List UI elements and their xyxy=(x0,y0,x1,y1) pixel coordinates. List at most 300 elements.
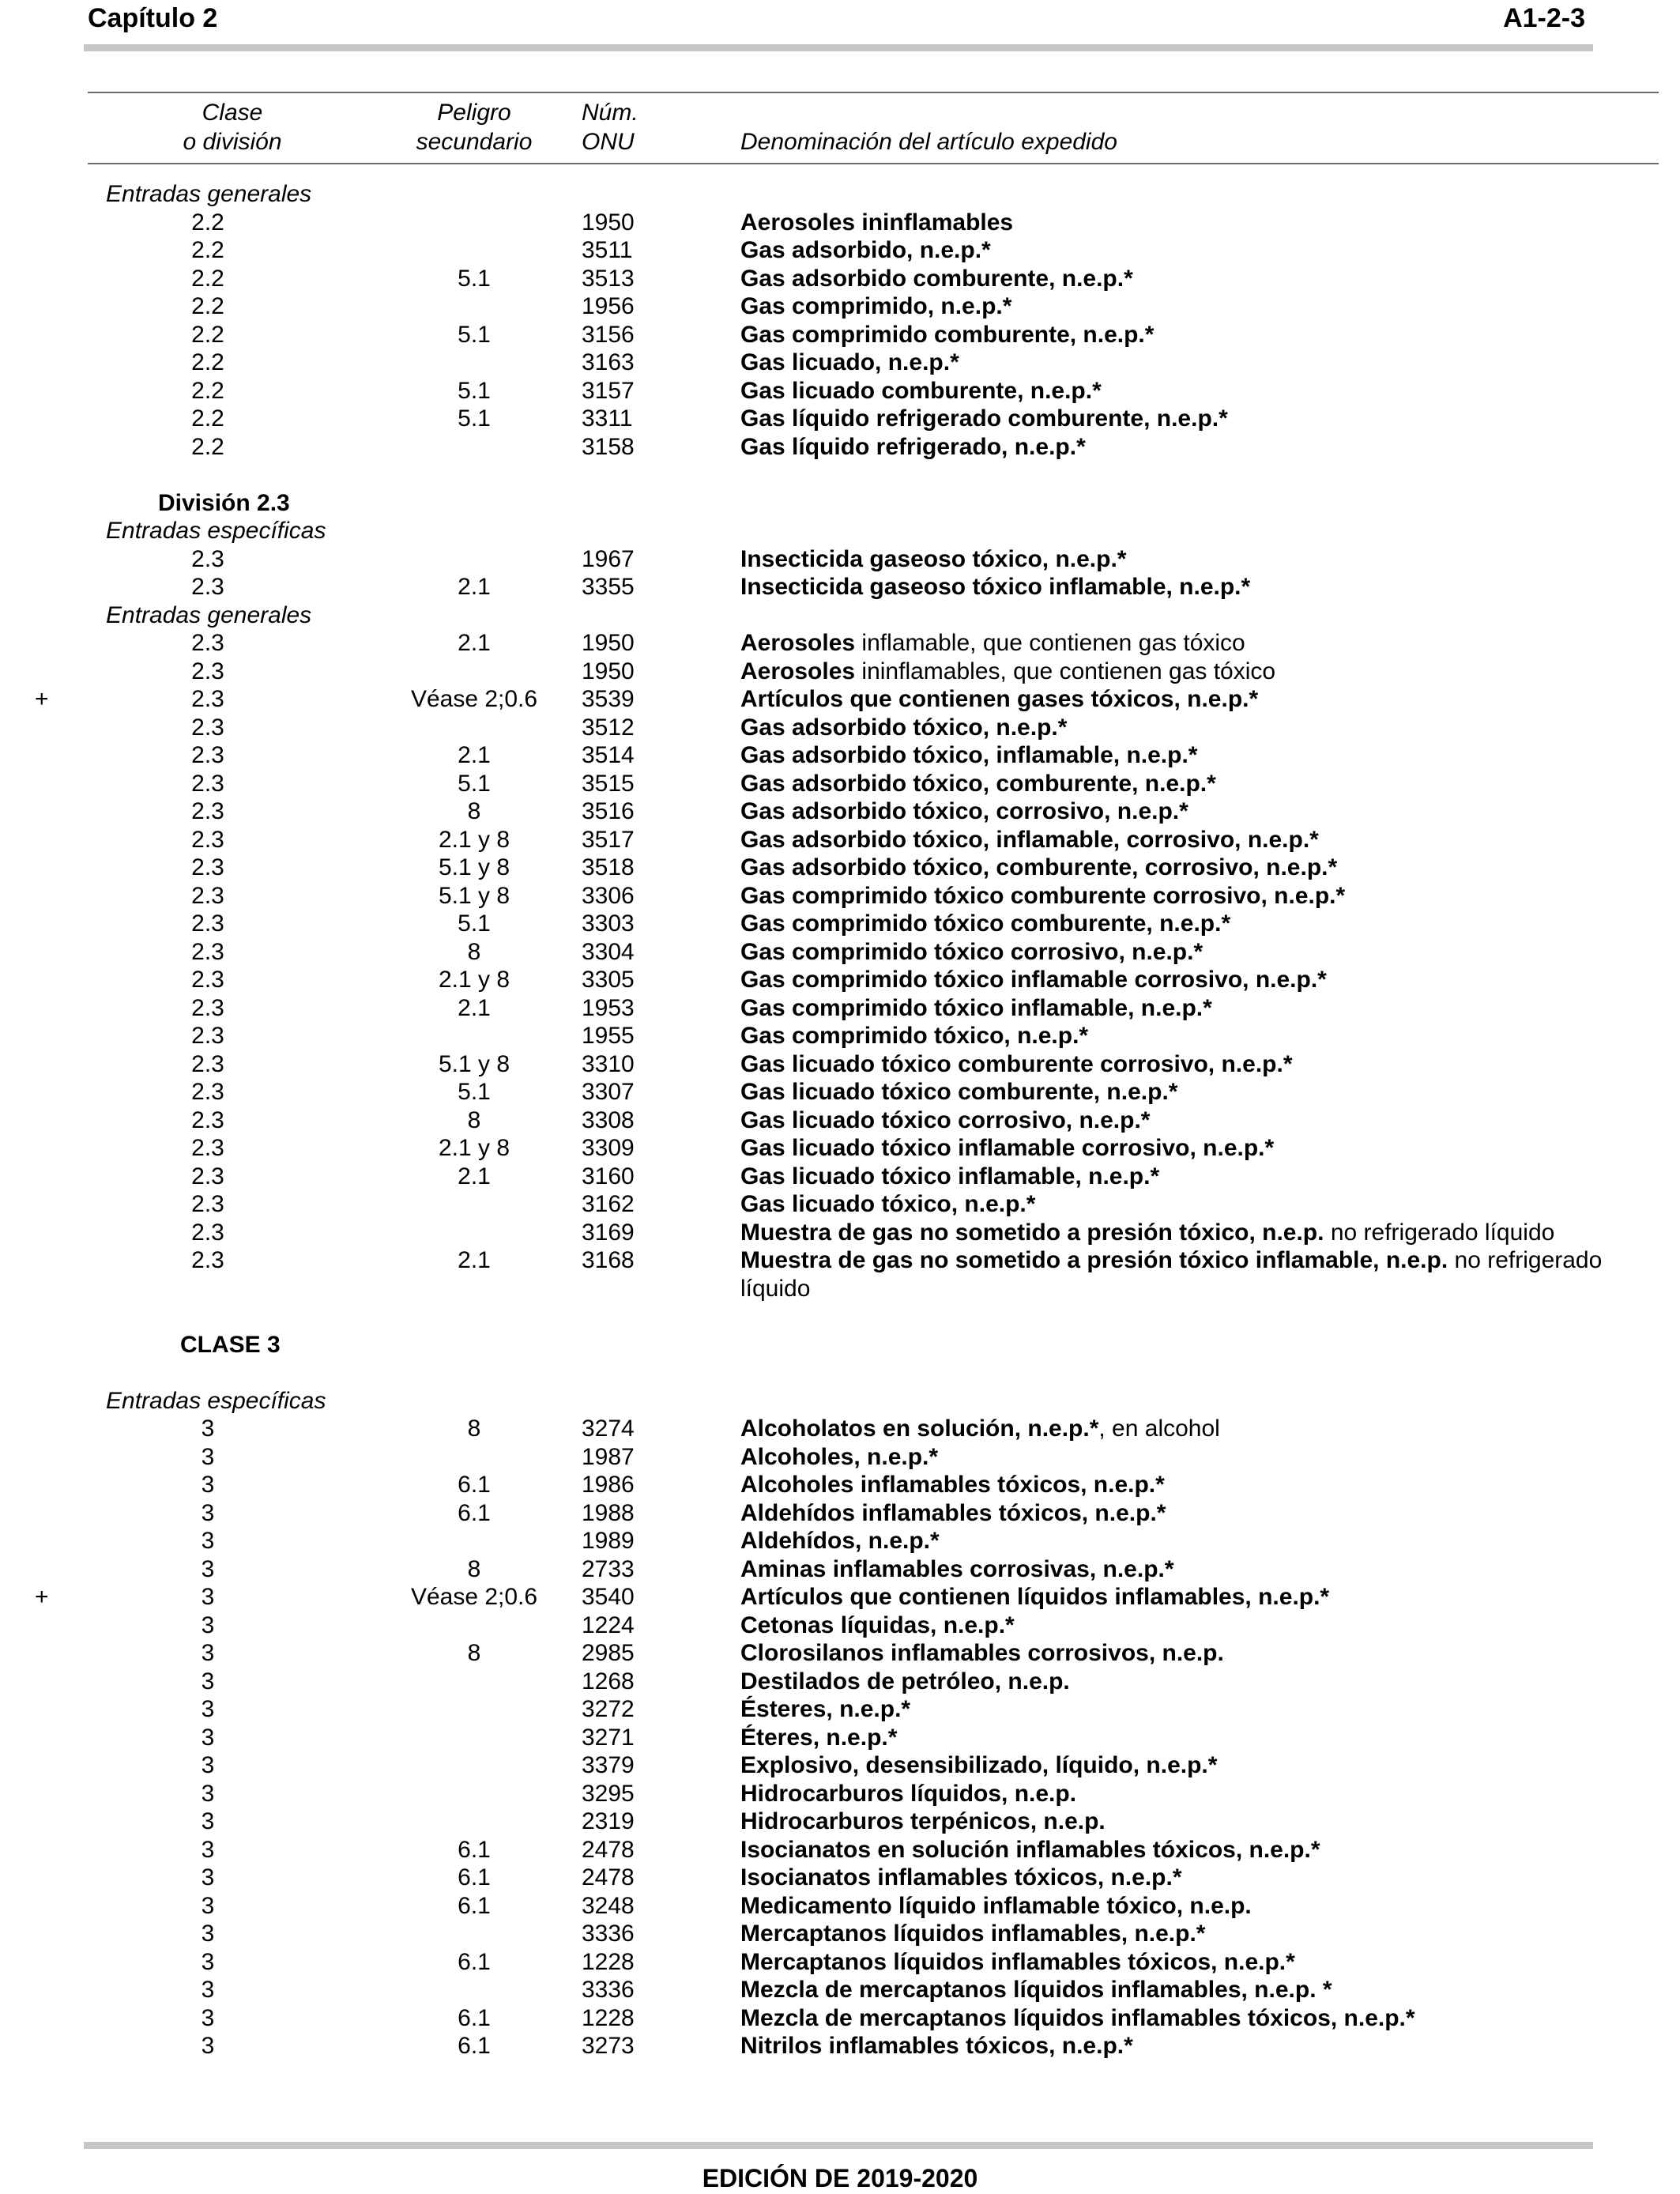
shipping-name-cell xyxy=(740,1190,1035,1219)
table-row xyxy=(0,321,1680,349)
shipping-name-bold: Gas adsorbido comburente, n.e.p.* xyxy=(740,265,1133,292)
class-division-cell: 2.3 xyxy=(191,545,224,572)
class-division-cell: 2.3 xyxy=(191,1247,224,1273)
column-header-clase xyxy=(158,98,307,156)
shipping-name-cell xyxy=(740,1106,1150,1135)
shipping-name-bold: Aerosoles ininflamables xyxy=(740,209,1014,236)
class-division-cell: 3 xyxy=(201,1836,215,1863)
table-row xyxy=(0,1022,1680,1050)
section-heading-row xyxy=(0,1331,1680,1359)
table-row xyxy=(0,1864,1680,1892)
un-number-cell: 3304 xyxy=(582,938,635,965)
edition-footer: EDICIÓN DE 2019-2020 xyxy=(702,2164,978,2192)
shipping-name-bold: Gas licuado, n.e.p.* xyxy=(740,349,959,375)
section-entradas-especificas: Entradas específicas xyxy=(106,1387,326,1414)
shipping-name-cell xyxy=(740,1780,1076,1808)
table-row xyxy=(0,1976,1680,2004)
secondary-hazard-cell: 2.1 xyxy=(458,1163,491,1189)
shipping-name-bold: Cetonas líquidas, n.e.p.* xyxy=(740,1612,1015,1638)
shipping-name-cell xyxy=(740,797,1188,826)
un-number-cell: 1955 xyxy=(582,1023,635,1049)
un-number-cell: 3306 xyxy=(582,882,635,909)
class-division-cell: 2.2 xyxy=(191,349,224,375)
un-number-cell: 3295 xyxy=(582,1780,635,1807)
class-division-cell: 3 xyxy=(201,1921,215,1947)
table-row xyxy=(0,405,1680,433)
secondary-hazard-cell: 5.1 xyxy=(458,1079,491,1105)
section-spacer xyxy=(0,1302,1680,1331)
shipping-name-bold: Gas líquido refrigerado comburente, n.e.p.* xyxy=(740,405,1228,432)
shipping-name-cell xyxy=(740,1976,1332,2004)
revision-mark: + xyxy=(35,1584,49,1610)
class-division-cell: 2.2 xyxy=(191,433,224,460)
un-number-cell: 2985 xyxy=(582,1640,635,1666)
shipping-name-cell xyxy=(740,1443,938,1472)
shipping-name-cell xyxy=(740,1527,940,1555)
table-row xyxy=(0,658,1680,686)
shipping-name-bold: Gas adsorbido, n.e.p.* xyxy=(740,237,991,263)
secondary-hazard-cell: 8 xyxy=(467,1106,481,1133)
table-row xyxy=(0,1190,1680,1219)
table-row xyxy=(0,2032,1680,2060)
class-division-cell: 3 xyxy=(201,1612,215,1638)
shipping-name-bold: Alcoholes, n.e.p.* xyxy=(740,1443,939,1470)
class-division-cell: 2.3 xyxy=(191,882,224,909)
table-row xyxy=(0,349,1680,377)
shipping-name-suffix: no refrigerado líquido xyxy=(740,1247,1603,1302)
class-division-cell: 3 xyxy=(201,1640,215,1666)
class-division-cell: 3 xyxy=(201,1443,215,1470)
shipping-name-cell xyxy=(740,433,1086,462)
shipping-name-bold: Gas comprimido tóxico inflamable corrosivo, n.e.p.* xyxy=(740,967,1327,993)
un-number-cell: 3511 xyxy=(582,237,633,263)
un-number-cell: 3309 xyxy=(582,1135,635,1161)
secondary-hazard-cell: 2.1 xyxy=(458,742,491,768)
un-number-cell: 3156 xyxy=(582,321,635,348)
class-division-cell: 2.2 xyxy=(191,237,224,263)
secondary-hazard-cell: Véase 2;0.6 xyxy=(410,1584,538,1610)
un-number-cell: 1268 xyxy=(582,1668,635,1695)
shipping-name-bold: Gas licuado tóxico inflamable corrosivo, n.e.p.* xyxy=(740,1135,1275,1161)
class-division-cell: 2.3 xyxy=(191,994,224,1021)
shipping-name-bold: Insecticida gaseoso tóxico, n.e.p.* xyxy=(740,545,1127,572)
secondary-hazard-cell: 2.1 y 8 xyxy=(438,1135,510,1161)
table-row xyxy=(0,741,1680,770)
un-number-cell: 2319 xyxy=(582,1808,635,1834)
shipping-name-bold: Gas licuado comburente, n.e.p.* xyxy=(740,377,1102,404)
class-division-cell: 2.2 xyxy=(191,293,224,319)
secondary-hazard-cell: 5.1 xyxy=(458,770,491,797)
table-row xyxy=(0,1527,1680,1555)
class-division-cell: 3 xyxy=(201,1416,215,1442)
un-number-cell: 3272 xyxy=(582,1696,635,1722)
secondary-hazard-cell: 2.1 xyxy=(458,574,491,600)
class-division-cell: 3 xyxy=(201,1977,215,2003)
shipping-name-cell xyxy=(740,405,1228,433)
table-row xyxy=(0,1050,1680,1079)
column-header-peligro xyxy=(395,98,553,156)
shipping-name-bold: Alcoholes inflamables tóxicos, n.e.p.* xyxy=(740,1472,1165,1498)
table-row xyxy=(0,1499,1680,1528)
class-division-cell: 3 xyxy=(201,2033,215,2059)
shipping-name-bold: Mezcla de mercaptanos líquidos inflamables, n.e.p. * xyxy=(740,1977,1332,2003)
shipping-name-cell xyxy=(740,209,1013,237)
division-2-3-title: División 2.3 xyxy=(158,489,290,516)
secondary-hazard-cell: Véase 2;0.6 xyxy=(410,686,538,712)
shipping-name-cell xyxy=(740,1892,1252,1921)
un-number-cell: 3539 xyxy=(582,686,635,712)
un-number-cell: 2478 xyxy=(582,1864,635,1891)
un-number-cell: 1228 xyxy=(582,1948,635,1975)
class-division-cell: 2.3 xyxy=(191,770,224,797)
shipping-name-bold: Gas licuado tóxico, n.e.p.* xyxy=(740,1191,1036,1217)
un-number-cell: 3271 xyxy=(582,1724,635,1751)
shipping-name-cell xyxy=(740,1134,1274,1163)
page-reference: A1-2-3 xyxy=(1503,3,1585,33)
table-row xyxy=(0,1415,1680,1443)
table-row xyxy=(0,573,1680,601)
un-number-cell: 2478 xyxy=(582,1836,635,1863)
shipping-name-bold: Aminas inflamables corrosivas, n.e.p.* xyxy=(740,1555,1174,1582)
revision-mark: + xyxy=(35,686,49,712)
secondary-hazard-cell: 2.1 y 8 xyxy=(438,826,510,853)
shipping-name-bold: Insecticida gaseoso tóxico inflamable, n.e.p.* xyxy=(740,574,1251,600)
class-division-cell: 2.3 xyxy=(191,742,224,768)
un-number-cell: 3518 xyxy=(582,854,635,880)
un-number-cell: 3336 xyxy=(582,1921,635,1947)
section-heading-row xyxy=(0,1387,1680,1416)
column-header-denominacion: Denominación del artículo expedido xyxy=(740,129,1117,155)
class-division-cell: 3 xyxy=(201,1948,215,1975)
shipping-name-cell xyxy=(740,994,1212,1023)
class-division-cell: 3 xyxy=(201,1528,215,1554)
shipping-name-bold: Artículos que contienen líquidos inflamables, n.e.p.* xyxy=(740,1584,1330,1610)
un-number-cell: 3168 xyxy=(582,1247,635,1273)
section-heading-row xyxy=(0,517,1680,545)
table-row xyxy=(0,966,1680,994)
un-number-cell: 1950 xyxy=(582,209,635,236)
un-number-cell: 3158 xyxy=(582,433,635,460)
un-number-cell: 3336 xyxy=(582,1977,635,2003)
class-division-cell: 2.3 xyxy=(191,910,224,937)
un-number-cell: 1953 xyxy=(582,994,635,1021)
class-division-cell: 3 xyxy=(201,1696,215,1722)
class-division-cell: 3 xyxy=(201,1892,215,1919)
section-entradas-generales: Entradas generales xyxy=(106,601,312,628)
table-row xyxy=(0,1555,1680,1584)
shipping-name-bold: Aerosoles xyxy=(740,630,856,656)
class-division-cell: 3 xyxy=(201,1668,215,1695)
secondary-hazard-cell: 6.1 xyxy=(458,1499,491,1526)
un-number-cell: 3311 xyxy=(582,405,633,432)
shipping-name-suffix: no refrigerado líquido xyxy=(1324,1219,1555,1246)
secondary-hazard-cell: 5.1 xyxy=(458,910,491,937)
table-row xyxy=(0,1668,1680,1696)
secondary-hazard-cell: 5.1 xyxy=(458,405,491,432)
class-division-cell: 2.3 xyxy=(191,714,224,741)
shipping-name-bold: Clorosilanos inflamables corrosivos, n.e.p. xyxy=(740,1640,1224,1666)
class-division-cell: 3 xyxy=(201,1864,215,1891)
shipping-name-bold: Mercaptanos líquidos inflamables tóxicos, n.e.p.* xyxy=(740,1948,1295,1975)
section-entradas-especificas: Entradas específicas xyxy=(106,518,326,544)
shipping-name-cell xyxy=(740,236,991,265)
column-header-clase-line1: Clase xyxy=(202,100,263,126)
secondary-hazard-cell: 2.1 xyxy=(458,994,491,1021)
table-row xyxy=(0,714,1680,742)
section-heading-row xyxy=(0,601,1680,630)
shipping-name-cell xyxy=(740,2032,1133,2060)
header-rule xyxy=(84,44,1593,51)
shipping-name-bold: Alcoholatos en solución, n.e.p.* xyxy=(740,1416,1099,1442)
table-row xyxy=(0,685,1680,714)
shipping-name-bold: Aldehídos inflamables tóxicos, n.e.p.* xyxy=(740,1499,1166,1526)
table-row xyxy=(0,1443,1680,1472)
un-number-cell: 1967 xyxy=(582,545,635,572)
table-row xyxy=(0,2004,1680,2033)
un-number-cell: 1988 xyxy=(582,1499,635,1526)
table-row xyxy=(0,629,1680,658)
shipping-name-cell xyxy=(740,938,1203,967)
secondary-hazard-cell: 2.1 xyxy=(458,630,491,656)
un-number-cell: 3308 xyxy=(582,1106,635,1133)
shipping-name-cell xyxy=(740,321,1154,349)
secondary-hazard-cell: 5.1 y 8 xyxy=(438,854,510,880)
un-number-cell: 3517 xyxy=(582,826,635,853)
shipping-name-bold: Aldehídos, n.e.p.* xyxy=(740,1528,940,1554)
shipping-name-cell xyxy=(740,1078,1177,1106)
un-number-cell: 3540 xyxy=(582,1584,635,1610)
shipping-name-bold: Gas comprimido tóxico comburente corrosivo, n.e.p.* xyxy=(740,882,1346,909)
table-row xyxy=(0,1920,1680,1948)
shipping-name-cell xyxy=(740,1864,1182,1892)
shipping-name-bold: Gas comprimido tóxico inflamable, n.e.p.* xyxy=(740,994,1212,1021)
column-header-clase-line2: o división xyxy=(183,129,282,155)
shipping-name-bold: Gas adsorbido tóxico, n.e.p.* xyxy=(740,714,1068,741)
un-number-cell: 1989 xyxy=(582,1528,635,1554)
class-division-cell: 3 xyxy=(201,1808,215,1834)
table-row xyxy=(0,1948,1680,1977)
secondary-hazard-cell: 5.1 y 8 xyxy=(438,882,510,909)
class-division-cell: 3 xyxy=(201,1724,215,1751)
table-row xyxy=(0,994,1680,1023)
footer-rule xyxy=(84,2142,1593,2149)
shipping-name-bold: Muestra de gas no sometido a presión tóxico inflamable, n.e.p. xyxy=(740,1247,1448,1273)
class-division-cell: 2.3 xyxy=(191,826,224,853)
table-row xyxy=(0,545,1680,574)
table-row xyxy=(0,1751,1680,1780)
un-number-cell: 3516 xyxy=(582,798,635,824)
shipping-name-bold: Gas adsorbido tóxico, inflamable, n.e.p.* xyxy=(740,742,1198,768)
secondary-hazard-cell: 8 xyxy=(467,1555,481,1582)
shipping-name-cell xyxy=(740,1836,1320,1864)
shipping-name-bold: Gas líquido refrigerado, n.e.p.* xyxy=(740,433,1086,460)
shipping-name-cell xyxy=(740,573,1250,601)
un-number-cell: 3305 xyxy=(582,967,635,993)
shipping-name-cell xyxy=(740,1415,1220,1443)
class-division-cell: 2.3 xyxy=(191,854,224,880)
shipping-name-bold: Gas adsorbido tóxico, corrosivo, n.e.p.* xyxy=(740,798,1188,824)
class-division-cell: 2.3 xyxy=(191,1135,224,1161)
shipping-name-bold: Gas comprimido tóxico, n.e.p.* xyxy=(740,1023,1089,1049)
class-division-cell: 3 xyxy=(201,1499,215,1526)
table-row xyxy=(0,1246,1680,1302)
shipping-name-cell xyxy=(740,882,1345,910)
un-number-cell: 3355 xyxy=(582,574,635,600)
un-number-cell: 3163 xyxy=(582,349,635,375)
table-header-rule xyxy=(88,163,1659,164)
un-number-cell: 3162 xyxy=(582,1191,635,1217)
shipping-name-cell xyxy=(740,1219,1554,1247)
section-spacer xyxy=(0,1359,1680,1387)
column-header-peligro-line1: Peligro xyxy=(437,100,511,126)
table-row xyxy=(0,1639,1680,1668)
secondary-hazard-cell: 6.1 xyxy=(458,2004,491,2031)
class-division-cell: 2.3 xyxy=(191,630,224,656)
class-division-cell: 2.3 xyxy=(191,1219,224,1246)
shipping-name-bold: Gas adsorbido tóxico, comburente, n.e.p.* xyxy=(740,770,1216,797)
shipping-name-cell xyxy=(740,1050,1293,1079)
table-row xyxy=(0,797,1680,826)
table-row xyxy=(0,236,1680,265)
un-number-cell: 1956 xyxy=(582,293,635,319)
un-number-cell: 3310 xyxy=(582,1050,635,1077)
table-row xyxy=(0,292,1680,321)
class-division-cell: 2.3 xyxy=(191,658,224,684)
shipping-name-cell xyxy=(740,2004,1415,2033)
secondary-hazard-cell: 2.1 xyxy=(458,1247,491,1273)
secondary-hazard-cell: 6.1 xyxy=(458,1892,491,1919)
table-row xyxy=(0,1892,1680,1921)
secondary-hazard-cell: 5.1 xyxy=(458,321,491,348)
class-division-cell: 2.3 xyxy=(191,1050,224,1077)
class-division-cell: 2.2 xyxy=(191,321,224,348)
table-row xyxy=(0,1808,1680,1836)
shipping-name-cell xyxy=(740,1499,1166,1528)
shipping-name-cell xyxy=(740,1668,1070,1696)
shipping-name-bold: Gas comprimido comburente, n.e.p.* xyxy=(740,321,1155,348)
shipping-name-bold: Mercaptanos líquidos inflamables, n.e.p.* xyxy=(740,1921,1206,1947)
section-heading-row xyxy=(0,489,1680,518)
shipping-name-cell xyxy=(740,770,1216,798)
shipping-name-suffix: , en alcohol xyxy=(1098,1416,1220,1442)
shipping-name-cell xyxy=(740,1751,1217,1780)
shipping-name-cell xyxy=(740,1583,1329,1612)
shipping-name-cell xyxy=(740,1471,1165,1499)
shipping-name-bold: Gas comprimido tóxico corrosivo, n.e.p.* xyxy=(740,938,1203,965)
shipping-name-cell xyxy=(740,714,1067,742)
class-division-cell: 2.2 xyxy=(191,265,224,292)
class-division-cell: 2.2 xyxy=(191,377,224,404)
table-row xyxy=(0,209,1680,237)
column-header-num-line1: Núm. xyxy=(582,100,638,126)
shipping-name-cell xyxy=(740,910,1230,938)
shipping-name-bold: Gas licuado tóxico inflamable, n.e.p.* xyxy=(740,1163,1160,1189)
shipping-name-bold: Explosivo, desensibilizado, líquido, n.e.p.* xyxy=(740,1752,1218,1778)
table-row xyxy=(0,1583,1680,1612)
shipping-name-bold: Muestra de gas no sometido a presión tóxico, n.e.p. xyxy=(740,1219,1324,1246)
un-number-cell: 3274 xyxy=(582,1416,635,1442)
shipping-name-bold: Aerosoles xyxy=(740,658,856,684)
shipping-name-cell xyxy=(740,1948,1295,1977)
shipping-name-suffix: inflamable, que contienen gas tóxico xyxy=(855,630,1245,656)
shipping-name-cell xyxy=(740,658,1275,686)
shipping-name-suffix: ininflamables, que contienen gas tóxico xyxy=(855,658,1276,684)
shipping-name-cell xyxy=(740,826,1319,854)
shipping-name-cell xyxy=(740,1246,1649,1302)
table-row xyxy=(0,1471,1680,1499)
class-division-cell: 2.3 xyxy=(191,1191,224,1217)
un-number-cell: 2733 xyxy=(582,1555,635,1582)
un-number-cell: 3169 xyxy=(582,1219,635,1246)
shipping-name-bold: Gas comprimido, n.e.p.* xyxy=(740,293,1012,319)
table-row xyxy=(0,826,1680,854)
secondary-hazard-cell: 5.1 y 8 xyxy=(438,1050,510,1077)
secondary-hazard-cell: 6.1 xyxy=(458,1836,491,1863)
shipping-name-bold: Éteres, n.e.p.* xyxy=(740,1724,898,1751)
shipping-name-cell xyxy=(740,265,1133,293)
shipping-name-bold: Nitrilos inflamables tóxicos, n.e.p.* xyxy=(740,2033,1133,2059)
un-number-cell: 3514 xyxy=(582,742,635,768)
shipping-name-cell xyxy=(740,377,1102,405)
secondary-hazard-cell: 8 xyxy=(467,1416,481,1442)
table-row xyxy=(0,938,1680,967)
class-division-cell: 3 xyxy=(201,2004,215,2031)
un-number-cell: 1986 xyxy=(582,1472,635,1498)
un-number-cell: 3303 xyxy=(582,910,635,937)
un-number-cell: 3515 xyxy=(582,770,635,797)
secondary-hazard-cell: 8 xyxy=(467,1640,481,1666)
column-header-num-line2: ONU xyxy=(582,129,635,155)
shipping-name-cell xyxy=(740,966,1327,994)
secondary-hazard-cell: 6.1 xyxy=(458,1948,491,1975)
table-row xyxy=(0,265,1680,293)
section-entradas-generales: Entradas generales xyxy=(106,181,312,207)
class-division-cell: 2.2 xyxy=(191,209,224,236)
un-number-cell: 1950 xyxy=(582,630,635,656)
shipping-name-bold: Gas adsorbido tóxico, comburente, corrosivo, n.e.p.* xyxy=(740,854,1338,880)
un-number-cell: 3307 xyxy=(582,1079,635,1105)
class-division-cell: 2.3 xyxy=(191,938,224,965)
table-row xyxy=(0,1219,1680,1247)
class-division-cell: 2.3 xyxy=(191,967,224,993)
section-heading-row xyxy=(0,180,1680,209)
class-division-cell: 3 xyxy=(201,1780,215,1807)
secondary-hazard-cell: 6.1 xyxy=(458,1864,491,1891)
class-division-cell: 3 xyxy=(201,1472,215,1498)
table-row xyxy=(0,1780,1680,1808)
shipping-name-cell xyxy=(740,629,1245,658)
un-number-cell: 3512 xyxy=(582,714,635,741)
secondary-hazard-cell: 5.1 xyxy=(458,377,491,404)
shipping-name-bold: Gas licuado tóxico comburente, n.e.p.* xyxy=(740,1079,1178,1105)
secondary-hazard-cell: 2.1 y 8 xyxy=(438,967,510,993)
shipping-name-cell xyxy=(740,545,1126,574)
class-division-cell: 2.3 xyxy=(191,1106,224,1133)
table-row xyxy=(0,770,1680,798)
table-row xyxy=(0,1836,1680,1864)
column-header-num-onu xyxy=(582,98,638,156)
dangerous-goods-table xyxy=(0,180,1680,2060)
shipping-name-bold: Medicamento líquido inflamable tóxico, n.e.p. xyxy=(740,1892,1252,1919)
shipping-name-cell xyxy=(740,292,1011,321)
un-number-cell: 3513 xyxy=(582,265,635,292)
shipping-name-bold: Isocianatos inflamables tóxicos, n.e.p.* xyxy=(740,1864,1182,1891)
class-division-cell: 2.3 xyxy=(191,1163,224,1189)
class-division-cell: 2.3 xyxy=(191,574,224,600)
table-row xyxy=(0,1612,1680,1640)
un-number-cell: 3273 xyxy=(582,2033,635,2059)
column-header-peligro-line2: secundario xyxy=(416,129,533,155)
